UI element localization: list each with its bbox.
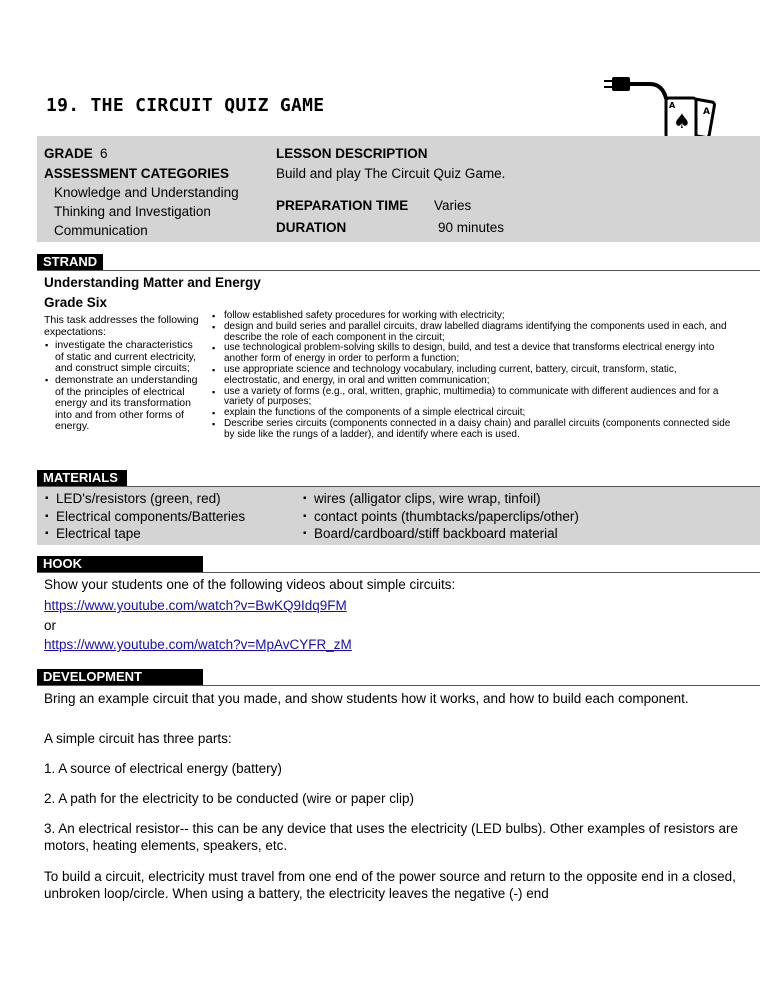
hook-link-row-1 bbox=[44, 597, 744, 614]
category-item: Knowledge and Understanding bbox=[54, 185, 239, 200]
svg-text:A: A bbox=[703, 107, 710, 117]
hook-link-row-2 bbox=[44, 636, 744, 653]
development-paragraph: 1. A source of electrical energy (battery) bbox=[44, 761, 282, 776]
duration-value: 90 minutes bbox=[438, 220, 505, 235]
assessment-label: ASSESSMENT CATEGORIES bbox=[44, 166, 230, 181]
list-item: ▪ use technological problem-solving skills to design, build, and test a device that transforms electrical energy into another form of energy in order to perform a function; bbox=[224, 343, 731, 365]
strand-subheading: Grade Six bbox=[44, 295, 108, 310]
materials-bar bbox=[37, 470, 760, 487]
list-item: ▪ Electrical tape bbox=[56, 525, 245, 543]
hook-tag: HOOK bbox=[37, 556, 203, 572]
development-tag: DEVELOPMENT bbox=[37, 669, 203, 685]
strand-overall-expectations bbox=[44, 315, 199, 433]
development-paragraph: Bring an example circuit that you made, and show students how it works, and how to build each component. bbox=[44, 691, 689, 706]
strand-tag: STRAND bbox=[37, 254, 103, 270]
circuit-playing-card-icon bbox=[590, 72, 720, 142]
development-paragraph: To build a circuit, electricity must travel from one end of the power source and return to the opposite end in a closed, unbroken loop/circle. When using a battery, the electricity leaves the negative (-) end bbox=[44, 869, 736, 901]
list-item: ▪ use appropriate science and technology vocabulary, including current, battery, circuit, transform, static, electrostatic, and energy, in oral and written communication; bbox=[224, 365, 731, 387]
svg-text:♠: ♠ bbox=[673, 109, 691, 133]
materials-tag: MATERIALS bbox=[37, 470, 127, 486]
list-item: ▪ Board/cardboard/stiff backboard material bbox=[314, 525, 579, 543]
category-item: Communication bbox=[54, 223, 148, 238]
list-item: ▪ design and build series and parallel circuits, draw labelled diagrams identifying the components used in each, and describe the role of each component in the circuit; bbox=[224, 322, 731, 344]
development-paragraph: 2. A path for the electricity to be conducted (wire or paper clip) bbox=[44, 791, 414, 806]
prep-label: PREPARATION TIME bbox=[276, 198, 409, 213]
lesson-label: LESSON DESCRIPTION bbox=[276, 146, 428, 161]
materials-list-left bbox=[44, 490, 245, 543]
strand-specific-expectations bbox=[211, 311, 731, 441]
video-link-1[interactable]: https://www.youtube.com/watch?v=BwKQ9Idq9FM bbox=[44, 598, 347, 613]
list-item: ▪ demonstrate an understanding of the principles of electrical energy and its transformation into and from other forms of energy. bbox=[55, 375, 199, 433]
svg-text:A: A bbox=[669, 101, 676, 110]
video-link-2[interactable]: https://www.youtube.com/watch?v=MpAvCYFR_zM bbox=[44, 637, 352, 652]
development-paragraph: 3. An electrical resistor-- this can be any device that uses the electricity (LED bulbs). Other examples of resistors are motors, heating elements, speakers, etc. bbox=[44, 821, 739, 853]
page-title: 19. THE CIRCUIT QUIZ GAME bbox=[46, 95, 325, 116]
list-item: ▪ follow established safety procedures for working with electricity; bbox=[224, 311, 731, 322]
list-item: ▪ investigate the characteristics of static and current electricity, and construct simple circuits; bbox=[55, 340, 199, 375]
hook-or: or bbox=[44, 618, 57, 633]
lesson-value: Build and play The Circuit Quiz Game. bbox=[276, 166, 506, 181]
list-item: ▪ wires (alligator clips, wire wrap, tinfoil) bbox=[314, 490, 579, 508]
hook-text: Show your students one of the following videos about simple circuits: bbox=[44, 577, 456, 592]
grade-value: 6 bbox=[100, 146, 108, 161]
development-bar bbox=[37, 669, 760, 686]
strand-bar bbox=[37, 254, 760, 271]
list-item: ▪ use a variety of forms (e.g., oral, written, graphic, multimedia) to communicate with different audiences and for a variety of purposes; bbox=[224, 387, 731, 409]
list-item: ▪ LED's/resistors (green, red) bbox=[56, 490, 245, 508]
development-paragraph: A simple circuit has three parts: bbox=[44, 731, 232, 746]
strand-intro: This task addresses the following expectations: bbox=[44, 314, 199, 338]
list-item: ▪ explain the functions of the components of a simple electrical circuit; bbox=[224, 408, 731, 419]
duration-label: DURATION bbox=[276, 220, 347, 235]
materials-list-right bbox=[302, 490, 579, 543]
list-item: ▪ Electrical components/Batteries bbox=[56, 508, 245, 526]
category-item: Thinking and Investigation bbox=[54, 204, 211, 219]
grade-label: GRADE bbox=[44, 146, 93, 161]
list-item: ▪ Describe series circuits (components connected in a daisy chain) and parallel circuits (components connected side by side like the rungs of a ladder), and identify where each is used. bbox=[224, 419, 731, 441]
strand-heading: Understanding Matter and Energy bbox=[44, 275, 261, 290]
hook-bar bbox=[37, 556, 760, 573]
list-item: ▪ contact points (thumbtacks/paperclips/other) bbox=[314, 508, 579, 526]
prep-value: Varies bbox=[434, 198, 472, 213]
